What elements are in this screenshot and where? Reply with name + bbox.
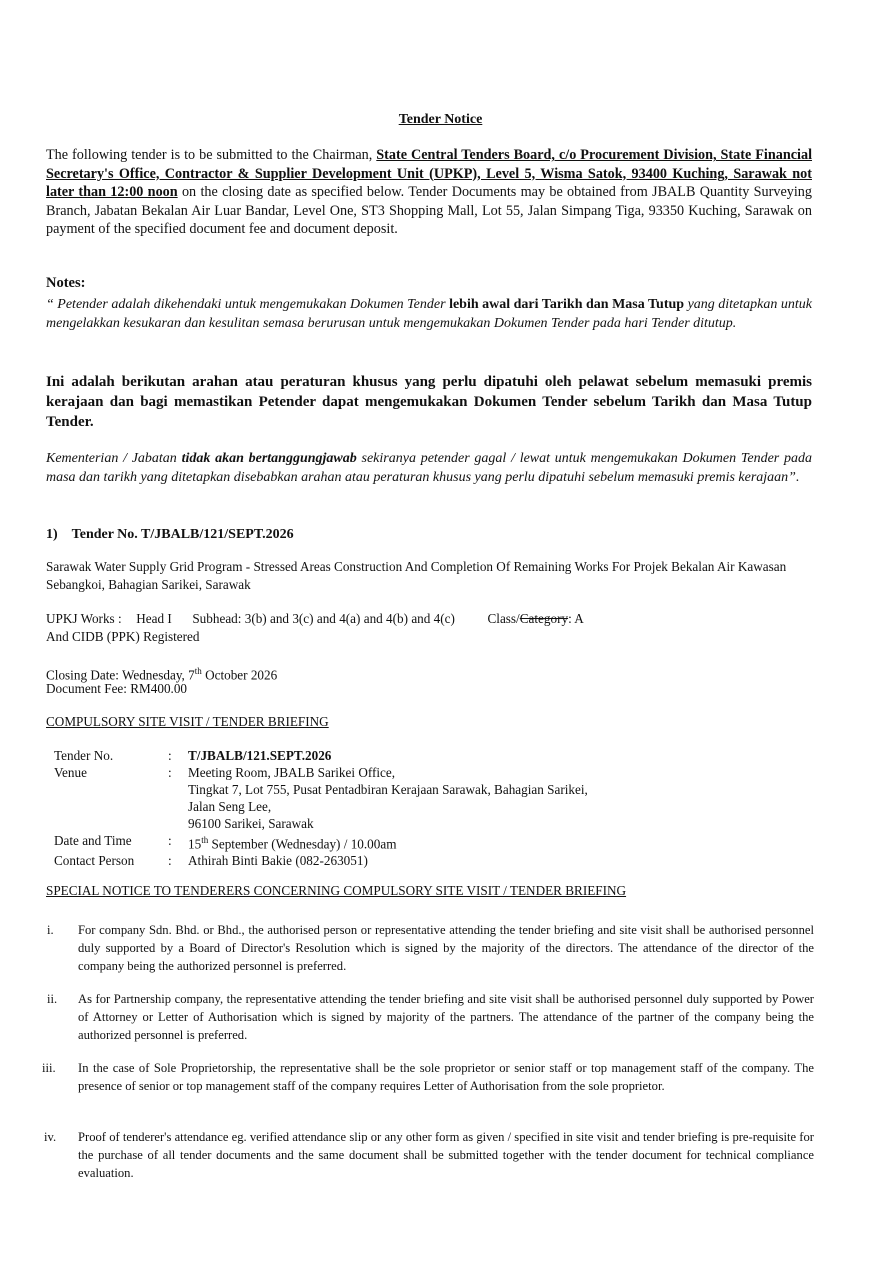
class-category [487, 611, 583, 626]
submission-address: State Central Tenders Board, c/o Procurement Division, State Financial Secretary's Office, Contractor & Supplier Development Unit (UPKP), Level 5, Wisma Satok, 93400 Kuching, Sarawak not later than 12:00 noon [46, 147, 813, 200]
tender-description: Sarawak Water Supply Grid Program - Stressed Areas Construction And Completion Of Remaining Works For Projek Bekalan Air Kawasan Sebangkoi, Bahagian Sarikei, Sarawak [46, 559, 787, 592]
page-title: Tender Notice [398, 112, 483, 127]
notes-text-continued: sekiranya petender gagal / lewat untuk mengemukakan Dokumen Tender pada masa dan tarikh yang ditetapkan disebabkan arahan atau peraturan khusus yang perlu dipatuhi sebelum memasuki premis kerajaan”. [46, 451, 812, 485]
row-label: Venue [54, 765, 87, 780]
site-visit-table [54, 747, 588, 869]
row-colon: : [168, 765, 172, 780]
row-value-venue [188, 764, 588, 832]
list-item: For company Sdn. Bhd. or Bhd., the authorised person or representative attending the tender briefing and site visit shall be authorised personnel duly supported by a Board of Director's Resolution which is signed by the majority of the directors. The attendance of the director of the company being the authorized personnel is preferred. [78, 923, 814, 973]
upkj-label: UPKJ Works : [46, 611, 122, 626]
venue-line: Meeting Room, JBALB Sarikei Office, [188, 765, 396, 780]
row-colon: : [168, 833, 172, 848]
intro-text: The following tender is to be submitted to the Chairman, [46, 147, 377, 163]
class-label: Class/ [487, 611, 520, 626]
notes-emphasis: tidak akan bertanggungjawab [181, 451, 357, 466]
upkj-head: Head I [136, 611, 172, 626]
row-value-datetime [188, 832, 588, 852]
notes-text-continued: yang ditetapkan untuk mengelakkan kesukaran dan kesulitan semasa berurusan untuk mengemukakan Dokumen Tender pada hari Tender ditutup. [46, 297, 812, 331]
venue-line: 96100 Sarikei, Sarawak [188, 816, 314, 831]
category-struck: Category [519, 611, 569, 626]
closing-date-sup: th [194, 666, 202, 676]
notes-heading: Notes: [46, 275, 86, 291]
list-item-number: i. [47, 923, 54, 937]
row-colon: : [168, 748, 172, 763]
notes-emphasis: lebih awal dari Tarikh dan Masa Tutup [449, 297, 685, 312]
row-value-tender-number: T/JBALB/121.SEPT.2026 [188, 748, 332, 763]
datetime-rest: September (Wednesday) / 10.00am [208, 836, 397, 852]
datetime-sup: th [201, 835, 209, 845]
list-item-number: iv. [44, 1130, 57, 1144]
intro-text-continued: on the closing date as specified below. Tender Documents may be obtained from JBALB Quantity Surveying Branch, Jabatan Bekalan Air Luar Bandar, Level One, ST3 Shopping Mall, Lot 55, Jalan Simpang Tiga, 93350 Kuching, Sarawak on payment of the specified document fee and document deposit. [46, 184, 812, 237]
notes-paragraph-3 [46, 449, 812, 487]
tender-number-heading [46, 527, 294, 543]
row-label: Date and Time [54, 833, 132, 848]
site-visit-heading: COMPULSORY SITE VISIT / TENDER BRIEFING [46, 714, 329, 729]
venue-line: Tingkat 7, Lot 755, Pusat Pentadbiran Kerajaan Sarawak, Bahagian Sarikei, [188, 782, 588, 797]
tender-number: Tender No. T/JBALB/121/SEPT.2026 [71, 527, 294, 542]
intro-paragraph [46, 146, 812, 239]
closing-date-text: Closing Date: Wednesday, 7 [46, 667, 195, 683]
cidb-line: And CIDB (PPK) Registered [46, 629, 200, 644]
notes-paragraph-1 [46, 295, 812, 333]
site-visit-row-datetime [54, 832, 588, 852]
list-item-number: iii. [42, 1061, 56, 1075]
class-value: : A [568, 611, 584, 626]
site-visit-row-tender [54, 747, 588, 764]
notes-text: “ Petender adalah dikehendaki untuk mengemukakan Dokumen Tender [46, 297, 450, 312]
list-item: In the case of Sole Proprietorship, the representative shall be the sole proprietor or senior staff or top management staff of the company. The presence of senior or top management staff of the company requires Letter of Authorisation from the sole proprietor. [78, 1061, 814, 1093]
list-item: As for Partnership company, the representative attending the tender briefing and site visit shall be authorised personnel duly supported by Power of Attorney or Letter of Authorisation which is signed by majority of the partners. The attendance of the partner of the company being the authorized personnel is preferred. [78, 992, 814, 1042]
site-visit-row-contact [54, 852, 588, 869]
site-visit-row-venue [54, 764, 588, 832]
special-notice-heading: SPECIAL NOTICE TO TENDERERS CONCERNING COMPULSORY SITE VISIT / TENDER BRIEFING [46, 883, 627, 898]
upkj-subhead: Subhead: 3(b) and 3(c) and 4(a) and 4(b) and 4(c) [192, 611, 455, 626]
upkj-line [46, 610, 812, 628]
closing-date-rest: October 2026 [201, 667, 278, 683]
notes-text: Kementerian / Jabatan [46, 451, 182, 466]
tender-item-number: 1) [46, 527, 58, 542]
document-fee: Document Fee: RM400.00 [46, 681, 188, 696]
notes-paragraph-2: Ini adalah berikutan arahan atau peraturan khusus yang perlu dipatuhi oleh pelawat sebelum memasuki premis kerajaan dan bagi memastikan Petender dapat mengemukakan Dokumen Tender sebelum Tarikh dan Masa Tutup Tender. [46, 374, 812, 430]
datetime-day: 15 [188, 836, 202, 852]
venue-line: Jalan Seng Lee, [188, 799, 272, 814]
row-value-contact: Athirah Binti Bakie (082-263051) [188, 853, 368, 869]
list-item-number: ii. [47, 992, 58, 1006]
row-label: Tender No. [54, 748, 114, 763]
row-label: Contact Person [54, 853, 135, 869]
row-colon: : [168, 853, 172, 869]
list-item: Proof of tenderer's attendance eg. verified attendance slip or any other form as given / specified in site visit and tender briefing is pre-requisite for the purchase of all tender documents and the same document shall be submitted together with the tender document for technical compliance evaluation. [78, 1130, 814, 1180]
